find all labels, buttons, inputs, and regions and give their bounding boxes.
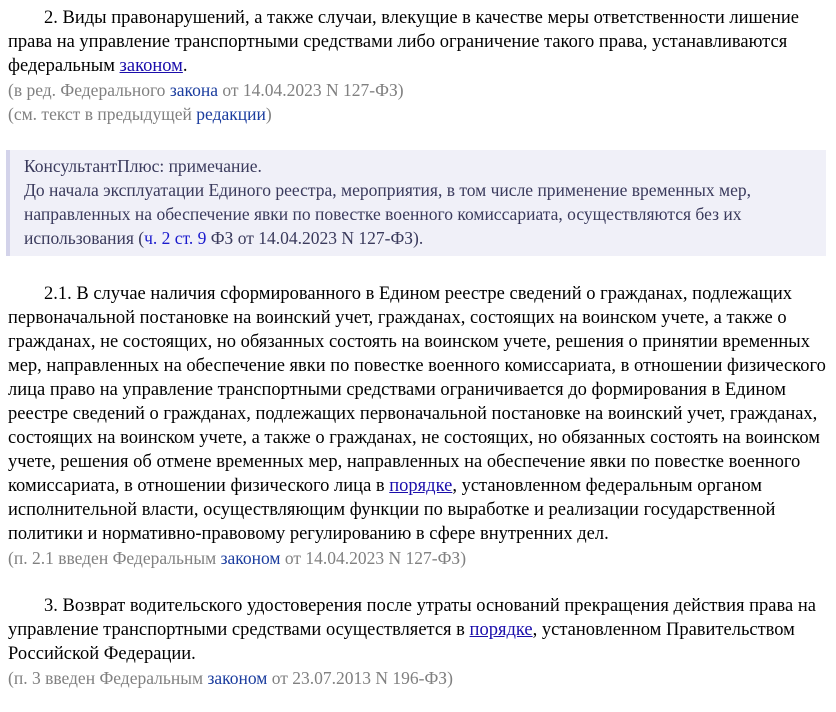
- edition-note-suffix: от 14.04.2023 N 127-ФЗ): [218, 80, 404, 100]
- item-3-note-suffix: от 23.07.2013 N 196-ФЗ): [267, 668, 453, 688]
- previous-edition-note: [8, 102, 826, 126]
- edition-law-link[interactable]: закона: [169, 80, 218, 100]
- paragraph-item-3: [8, 594, 826, 666]
- item-3-note-prefix: (п. 3 введен Федеральным: [8, 668, 208, 688]
- paragraph-item-2: [8, 6, 826, 78]
- consultant-note-link[interactable]: ч. 2 ст. 9: [144, 228, 207, 248]
- consultant-note-body-end: ФЗ от 14.04.2023 N 127-ФЗ).: [206, 228, 424, 248]
- edition-note-prefix: (в ред. Федерального: [8, 80, 170, 100]
- spacer: [8, 256, 826, 282]
- consultant-note-body: До начала эксплуатации Единого реестра, мероприятия, в том числе применение временных мер, направленных на обеспечение явки по повестке военного комиссариата, осуществляются без их использования (: [24, 180, 751, 248]
- item-3-law-link[interactable]: законом: [207, 668, 268, 688]
- procedure-link[interactable]: порядке: [389, 476, 453, 496]
- item-2-1-introduced-note: [8, 546, 826, 570]
- federal-law-link[interactable]: законом: [119, 56, 183, 76]
- item-2-1-text-end: , установленном федеральным органом исполнительной власти, осуществляющим функции по выработке и реализации государственной политики и нормативно-правовому регулированию в сфере внутренних дел.: [8, 476, 776, 544]
- item-2-1-note-suffix: от 14.04.2023 N 127-ФЗ): [280, 548, 467, 568]
- spacer: [8, 126, 826, 150]
- previous-edition-prefix: (см. текст в предыдущей: [8, 104, 197, 124]
- item-2-text: 2. Виды правонарушений, а также случаи, влекущие в качестве меры ответственности лишение права на управление транспортными средствами либо ограничение такого права, устанавливаются федеральным: [8, 8, 799, 76]
- item-2-1-note-prefix: (п. 2.1 введен Федеральным: [8, 548, 221, 568]
- item-2-1-text: 2.1. В случае наличия сформированного в Едином реестре сведений о гражданах, подлежащих первоначальной постановке на воинский учет, гражданах, состоящих на воинском учете, а также о гражданах, не состоящих, но обязанных состоять на воинском учете, решения о принятии временных мер, направленных на обеспечение явки по повестке военного комиссариата, в отношении физического лица право на управление транспортными средствами ограничивается до формирования в Едином реестре сведений о гражданах, подлежащих первоначальной постановке на воинский учет, гражданах, состоящих на воинском учете, а также о гражданах, не состоящих, но обязанных состоять на воинском учете, решения об отмене временных мер, направленных на обеспечение явки по повестке военного комиссариата, в отношении физического лица в: [8, 284, 826, 496]
- spacer: [8, 570, 826, 594]
- edition-note: [8, 78, 826, 102]
- consultant-note-text: [24, 178, 816, 250]
- item-3-text: 3. Возврат водительского удостоверения после утраты оснований прекращения действия права на управление транспортными средствами осуществляется в: [8, 596, 816, 640]
- government-procedure-link[interactable]: порядке: [469, 620, 533, 640]
- consultant-note-box: [6, 150, 826, 256]
- item-3-text-end: , установленном Правительством Российской Федерации.: [8, 620, 795, 664]
- paragraph-item-2-1: [8, 282, 826, 546]
- item-3-introduced-note: [8, 666, 826, 690]
- item-2-1-law-link[interactable]: законом: [220, 548, 281, 568]
- item-2-text-end: .: [182, 56, 188, 76]
- previous-edition-suffix: ): [265, 104, 272, 124]
- previous-edition-link[interactable]: редакции: [196, 104, 266, 124]
- consultant-note-title: КонсультантПлюс: примечание.: [24, 156, 262, 176]
